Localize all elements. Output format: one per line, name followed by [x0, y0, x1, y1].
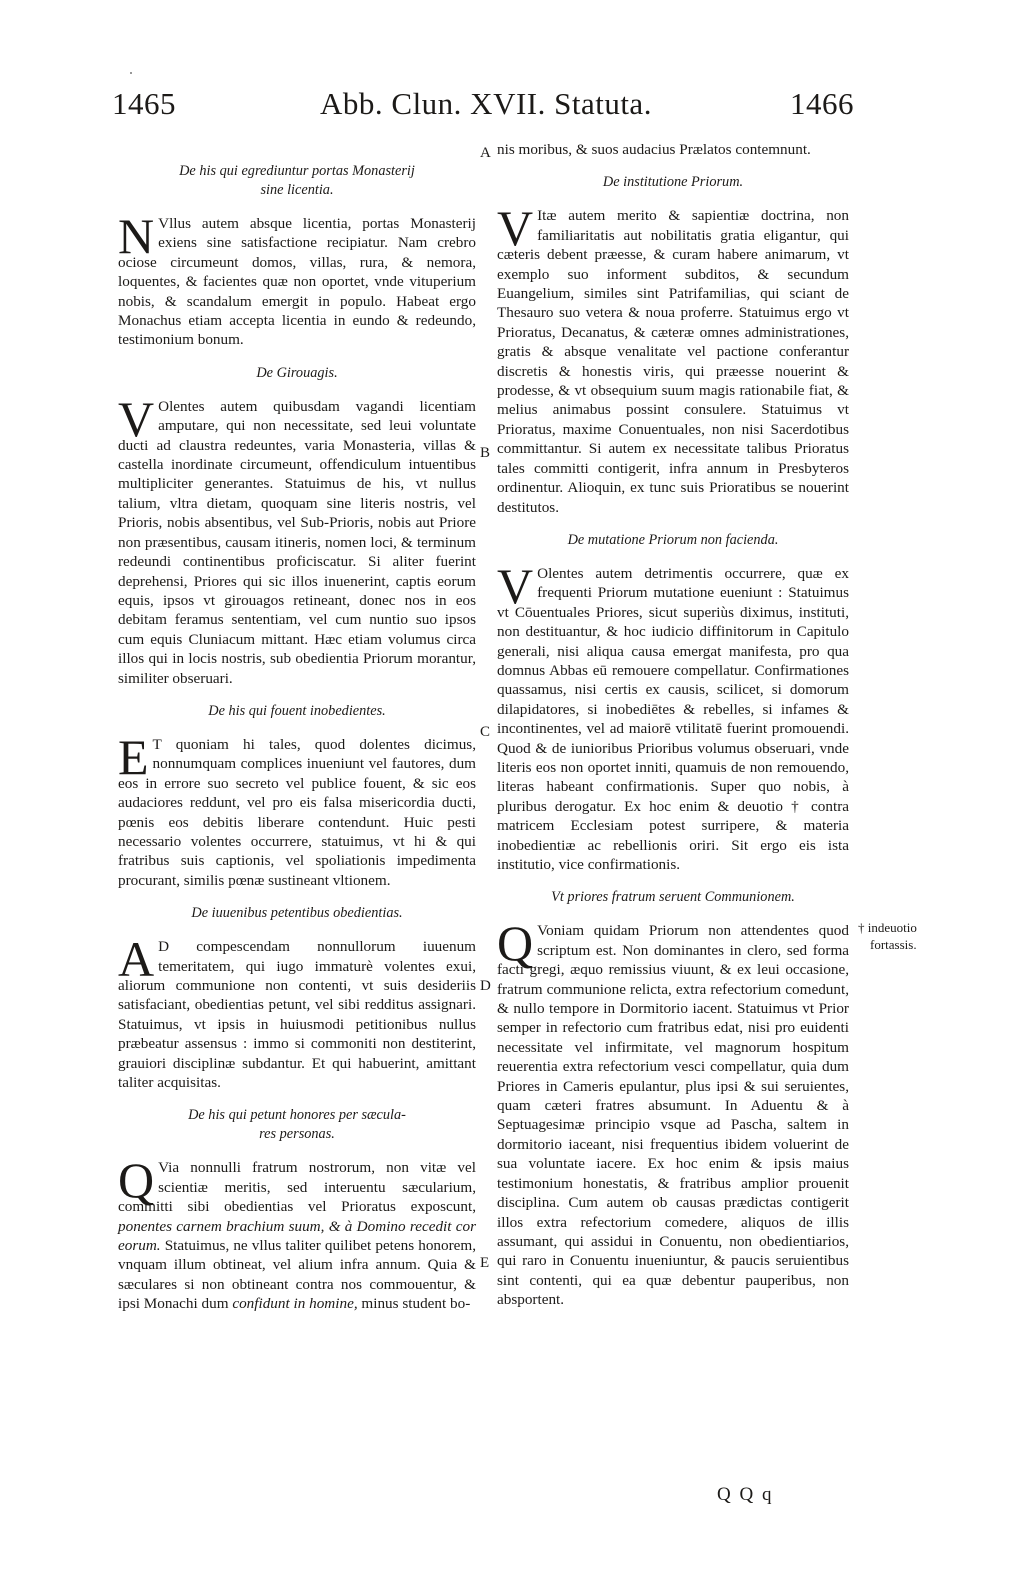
paragraph-text: Statuimus, ne vllus taliter quilibet petens honorem, vnquam illum obtineat, vel alium infra annum. Quia & sæculares si non obtineant contra nos commouentur, & ipsi Monachi dum: [118, 1237, 477, 1313]
section-title: De his qui fouent inobedientes.: [208, 702, 386, 719]
drop-cap: Q: [497, 915, 534, 972]
signature-mark: Q Q q: [717, 1484, 774, 1505]
section-title: De mutatione Priorum non facienda.: [567, 531, 779, 548]
scripture-quote: confidunt in homine,: [232, 1295, 358, 1313]
paragraph-text: Itæ autem merito & sapientiæ doctrina, non familiaritatis aut nobilitatis gratia eligantur, qui cæteris debent præesse, & curam habere animarum, vt exemplo suo informent subditos, & secundum Euangelium, similes sint Patrifamilias, qui sciant de Thesauro suo vetera & noua proferre. Statuimus ergo vt Prioratus, Decanatus, & cæteræ omnes administrationes, gratis & absque venalitate vel pactione conferantur discretis & honestis viris, qui præesse nouerint & prodesse, & vt obsequium suum magis rationabile fiat, & melius animabus possint consulere. Statuimus vt Prioratus, maxime Conuentuales, non nisi Sacerdotibus committantur. Si autem ex necessitate talibus Prioratus tales committi contigerit, infra annum in Presbyteros ordinentur. Alioquin, ex tunc suis Prioratibus se nouerint destitutos.: [497, 207, 849, 516]
scripture-quote: ponentes carnem brachium suum, & à Domino recedit cor eorum.: [118, 1217, 476, 1255]
drop-cap: V: [497, 200, 534, 257]
paragraph: nis moribus, & suos audacius Prælatos contemnunt.: [497, 141, 811, 158]
paragraph: [497, 557, 849, 875]
section-title: [118, 1106, 476, 1144]
section-title: [118, 162, 476, 200]
margin-note-line: † indeuotio: [858, 920, 917, 935]
right-column: [497, 140, 849, 1310]
page-number-left: 1465: [112, 86, 176, 121]
paragraph: [118, 1152, 477, 1313]
paragraph: [118, 208, 476, 350]
margin-letter-c: C: [480, 724, 491, 740]
paragraph: [497, 915, 849, 1309]
paragraph-text: Olentes autem detrimentis occurrere, quæ ex frequenti Priorum mutatione eueniunt : Statuimus vt Cōuentuales Priores, sicut superiùs diximus, instituti, non destituantur, & hoc iudicio diffinitorum in Capitulo generali, nisi aliqua causa emergat manifesta, pro qua domnus Abbas eū remouere compellatur. Confirmationes quassamus, nisi certis ex causis, scilicet, si domorum dilapidatores, si inobediētes & rebelles, si infames & incontinentes, vel ad maiorē vtilitatē fuerint promouendi. Quod & de iunioribus Prioribus volumus obseruari, vnde literis eos non oportet inniti, quamuis de non remouendo, literas habeant confirmationis. Super quo nobis, à pluribus derogatur. Ex hoc enim & deuotio † contra matricem Ecclesiam potest surripere, & materia inobedientiæ ac rebellionis oriri. Sit ergo eis ista institutio, vice confirmationis.: [497, 564, 849, 873]
section-title-line: De his qui petunt honores per sæcula-: [188, 1107, 406, 1124]
margin-letter-b: B: [480, 445, 491, 461]
section-title-line: res personas.: [259, 1126, 335, 1143]
speck: [130, 72, 132, 74]
paragraph: [497, 200, 849, 517]
paragraph: [118, 728, 476, 890]
section-title: De institutione Priorum.: [602, 174, 744, 191]
running-title: Abb. Clun. XVII. Statuta.: [320, 86, 652, 121]
left-column: [118, 140, 476, 1314]
page-number-right: 1466: [790, 86, 854, 121]
section-title: De Girouagis.: [256, 364, 338, 381]
paragraph: [118, 390, 476, 688]
section-title-line: sine licentia.: [260, 182, 334, 198]
margin-letter-a: A: [480, 145, 491, 161]
section-title: Vt priores fratrum seruent Communionem.: [551, 889, 795, 906]
drop-cap: N: [118, 208, 155, 264]
paragraph-text: Vllus autem absque licentia, portas Monasterij exiens sine satisfactione recipiatur. Nam crebro ociose circumeunt domos, villas, rura, & nemora, loquentes, & facientes quæ non oportet, vnde vituperium nobis, & scandalum emergit in populo. Habeat ergo Monachus etiam accepta licentia in eundo & redeundo, testimonium bonum.: [118, 215, 476, 349]
paragraph-text: Via nonnulli fratrum nostrorum, non vitæ vel scientiæ meritis, sed interuentu sæcularium, committi sibi obedientias vel Prioratus exposcunt,: [118, 1159, 476, 1216]
margin-letter-d: D: [480, 978, 491, 994]
paragraph-text: D compescendam nonnullorum iuuenum temeritatem, qui iugo immaturè volentes exui, aliorum communione non contenti, vt suis desideriis satisfaciant, obedientias petunt, vel sibi redditus assignari. Statuimus, vt ipsis in huiusmodi petitionibus nullus præbeatur assensus : immo si commoniti non destiterint, grauiori disciplinæ subdantur. Et qui habuerint, amittant taliter acquisitas.: [118, 938, 476, 1092]
drop-cap: V: [497, 557, 534, 614]
drop-cap: A: [118, 931, 155, 988]
margin-note-line: fortassis.: [870, 937, 917, 952]
paragraph-text: minus student bo-: [361, 1295, 471, 1313]
section-title-line: De his qui egrediuntur portas Monasterij: [179, 163, 415, 179]
paragraph-text: Voniam quidam Priorum non attendentes quod scriptum est. Non dominantes in clero, sed forma facti gregi, æquo remissius viuunt, & ex leui occasione, fratrum communione relicta, extra refectorium comedunt, & nullo tempore in Dormitorio iacent. Statuimus vt Prior semper in refectorio cum fratribus edat, nisi pro euidenti necessitate vel infirmitate, vel magnorum hospitum reuerentia extra refectorium vesci compellatur, quia dum Priores in Cameris epulantur, plus ipsi & sui seruientes, quam cæteri fratres absumunt. In Aduentu & à Septuagesimæ principio vsque ad Pascha, saltem in dormitorio iaceant, nisi frequentius ibidem voluerint de sua voluntate iacere. Ex hoc enim & ipsis maius testimonium honestatis, & fratribus amplior prouenit disciplina. Cum autem ob causas prædictas contigerit illos extra refectorium comedere, aliquos de illis assumant, qui assidui in Conuentu, non obedientiarios, qui raro in Conuentu inueniuntur, & paucis seruientibus sint contenti, qui ea quæ debentur pauperibus, non absportent.: [497, 922, 849, 1309]
paragraph-text: T quoniam hi tales, quod dolentes dicimus, nonnumquam complices inueniunt vel fautores, dum eos in errore suo secreto vel publice fouent, & sic eos audaciores reddunt, vel pro eis falsa misericordia ducti, pœnis eos debitis liberare contendunt. Huic pesti necessario volentes occurrere, statuimus, vt hi & qui fratribus suis captionis, vel spoliationis impedimenta procurant, similis pœnæ sustineant vltionem.: [118, 735, 476, 889]
paragraph: [118, 931, 476, 1092]
section-title: De iuuenibus petentibus obedientias.: [191, 905, 403, 922]
drop-cap: Q: [118, 1152, 155, 1209]
paragraph-text: Olentes autem quibusdam vagandi licentiam amputare, qui non necessitate, sed leui voluntate ducti ad claustra redeuntes, varia Monasteria, villas & castella inordinate circumeunt, offendiculum intuentibus multipliciter generantes. Statuimus de his, vt nullus talium, vltra dietam, quoquam sine literis nostris, vel Prioris, nobis absentibus, vel Sub-Prioris, nobis aut Priore non præsentibus, causam itineris, nomen loci, & terminum redeundi continentibus proficiscatur. Si aliter fuerint deprehensi, Priores qui sic illos inuenerint, captis eorum equis, ipsos vt girouagos retineant, donec nos in eos debitam feramus sententiam, vel cum nuntio suo ipsos cum equis Cluniacum mittant. Hæc etiam volumus circa illos qui in locis nostris, sub obedientia Priorum morantur, similiter obseruari.: [118, 397, 476, 687]
drop-cap: V: [118, 390, 155, 447]
drop-cap: E: [118, 728, 149, 785]
margin-letter-e: E: [480, 1255, 490, 1271]
margin-note: [858, 919, 917, 953]
